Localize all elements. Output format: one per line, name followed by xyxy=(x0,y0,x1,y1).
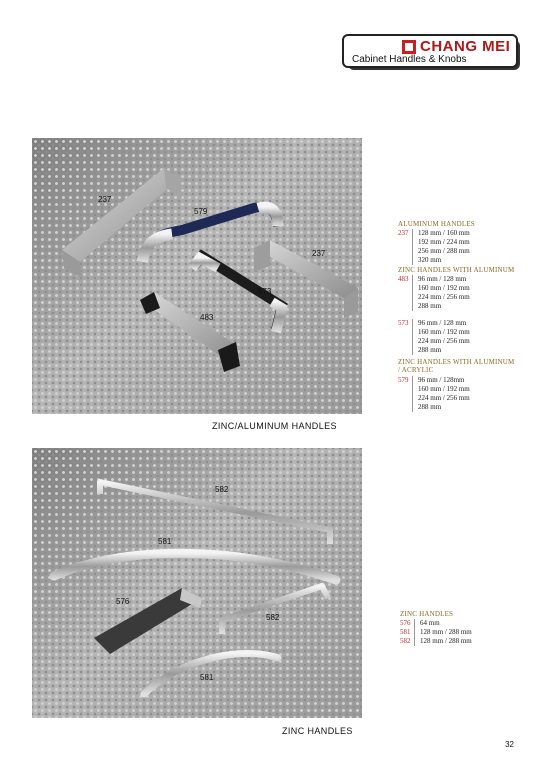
spec-divider xyxy=(414,637,415,646)
handle-576 xyxy=(94,588,202,654)
spec-divider xyxy=(412,275,413,311)
spec-size: 256 mm / 288 mm xyxy=(418,247,470,255)
spec-divider xyxy=(412,319,413,355)
photo-zinc-aluminum-handles xyxy=(32,138,362,414)
spec-size: 160 mm / 192 mm xyxy=(418,385,470,393)
handle-483 xyxy=(140,292,240,372)
caption-zinc-handles: ZINC HANDLES xyxy=(282,726,353,736)
spec-group-zinc xyxy=(400,610,472,645)
spec-size: 288 mm xyxy=(418,302,442,310)
label-237-right: 237 xyxy=(312,249,326,258)
spec-divider xyxy=(412,229,413,265)
spec-item-237 xyxy=(398,229,470,265)
handle-237-left xyxy=(62,168,182,278)
label-582-long: 582 xyxy=(215,485,229,494)
spec-group-zinc-aluminum-acrylic xyxy=(398,358,515,411)
brand-logo xyxy=(342,34,520,70)
spec-size: 224 mm / 256 mm xyxy=(418,337,470,345)
brand-name: CHANG MEI xyxy=(420,38,511,55)
label-483: 483 xyxy=(200,313,214,322)
spec-code: 483 xyxy=(398,275,409,283)
photo-zinc-handles xyxy=(32,448,362,718)
handle-582-short xyxy=(222,586,328,634)
spec-size: 224 mm / 256 mm xyxy=(418,394,470,402)
spec-size: 96 mm / 128 mm xyxy=(418,275,467,283)
spec-size: 96 mm / 128 mm xyxy=(418,319,467,327)
spec-size: 224 mm / 256 mm xyxy=(418,293,470,301)
spec-size: 160 mm / 192 mm xyxy=(418,328,470,336)
spec-divider xyxy=(414,619,415,628)
label-576: 576 xyxy=(116,597,130,606)
brand-mark-icon xyxy=(402,40,416,54)
spec-code: 581 xyxy=(400,628,411,636)
label-579: 579 xyxy=(194,207,208,216)
label-581-bow: 581 xyxy=(158,537,172,546)
spec-item-579 xyxy=(398,376,470,412)
logo-frame xyxy=(342,34,518,68)
spec-size: 128 mm / 288 mm xyxy=(420,637,472,645)
spec-item-582 xyxy=(400,637,472,646)
page-number: 32 xyxy=(505,740,514,749)
spec-item-573 xyxy=(398,319,470,355)
spec-size: 128 mm / 160 mm xyxy=(418,229,470,237)
spec-size: 96 mm / 128mm xyxy=(418,376,465,384)
spec-size: 192 mm / 224 mm xyxy=(418,238,470,246)
spec-code: 237 xyxy=(398,229,409,237)
spec-code: 582 xyxy=(400,637,411,645)
spec-group-zinc-aluminum xyxy=(398,266,515,354)
spec-divider xyxy=(412,376,413,412)
spec-size: 128 mm / 288 mm xyxy=(420,628,472,636)
spec-code: 579 xyxy=(398,376,409,384)
label-582-short: 582 xyxy=(266,613,280,622)
spec-title-line2: / ACRYLIC xyxy=(398,366,434,374)
label-573: 573 xyxy=(258,287,272,296)
spec-title: ALUMINUM HANDLES xyxy=(398,220,475,228)
caption-zinc-aluminum-handles: ZINC/ALUMINUM HANDLES xyxy=(212,421,337,431)
spec-item-581 xyxy=(400,628,472,637)
spec-size: 320 mm xyxy=(418,256,442,264)
spec-title: ZINC HANDLES WITH ALUMINUM xyxy=(398,358,515,366)
brand-tagline: Cabinet Handles & Knobs xyxy=(352,54,467,65)
spec-title: ZINC HANDLES WITH ALUMINUM xyxy=(398,266,515,274)
spec-code: 576 xyxy=(400,619,411,627)
spec-item-483 xyxy=(398,275,470,311)
handle-581-bow xyxy=(54,553,336,580)
spec-divider xyxy=(414,628,415,637)
spec-code: 573 xyxy=(398,319,409,327)
label-237-left: 237 xyxy=(98,195,112,204)
label-581-small: 581 xyxy=(200,673,214,682)
spec-item-576 xyxy=(400,619,440,628)
spec-group-aluminum xyxy=(398,220,475,264)
spec-size: 288 mm xyxy=(418,346,442,354)
spec-size: 288 mm xyxy=(418,403,442,411)
spec-title: ZINC HANDLES xyxy=(400,610,454,618)
spec-size: 64 mm xyxy=(420,619,440,627)
spec-size: 160 mm / 192 mm xyxy=(418,284,470,292)
